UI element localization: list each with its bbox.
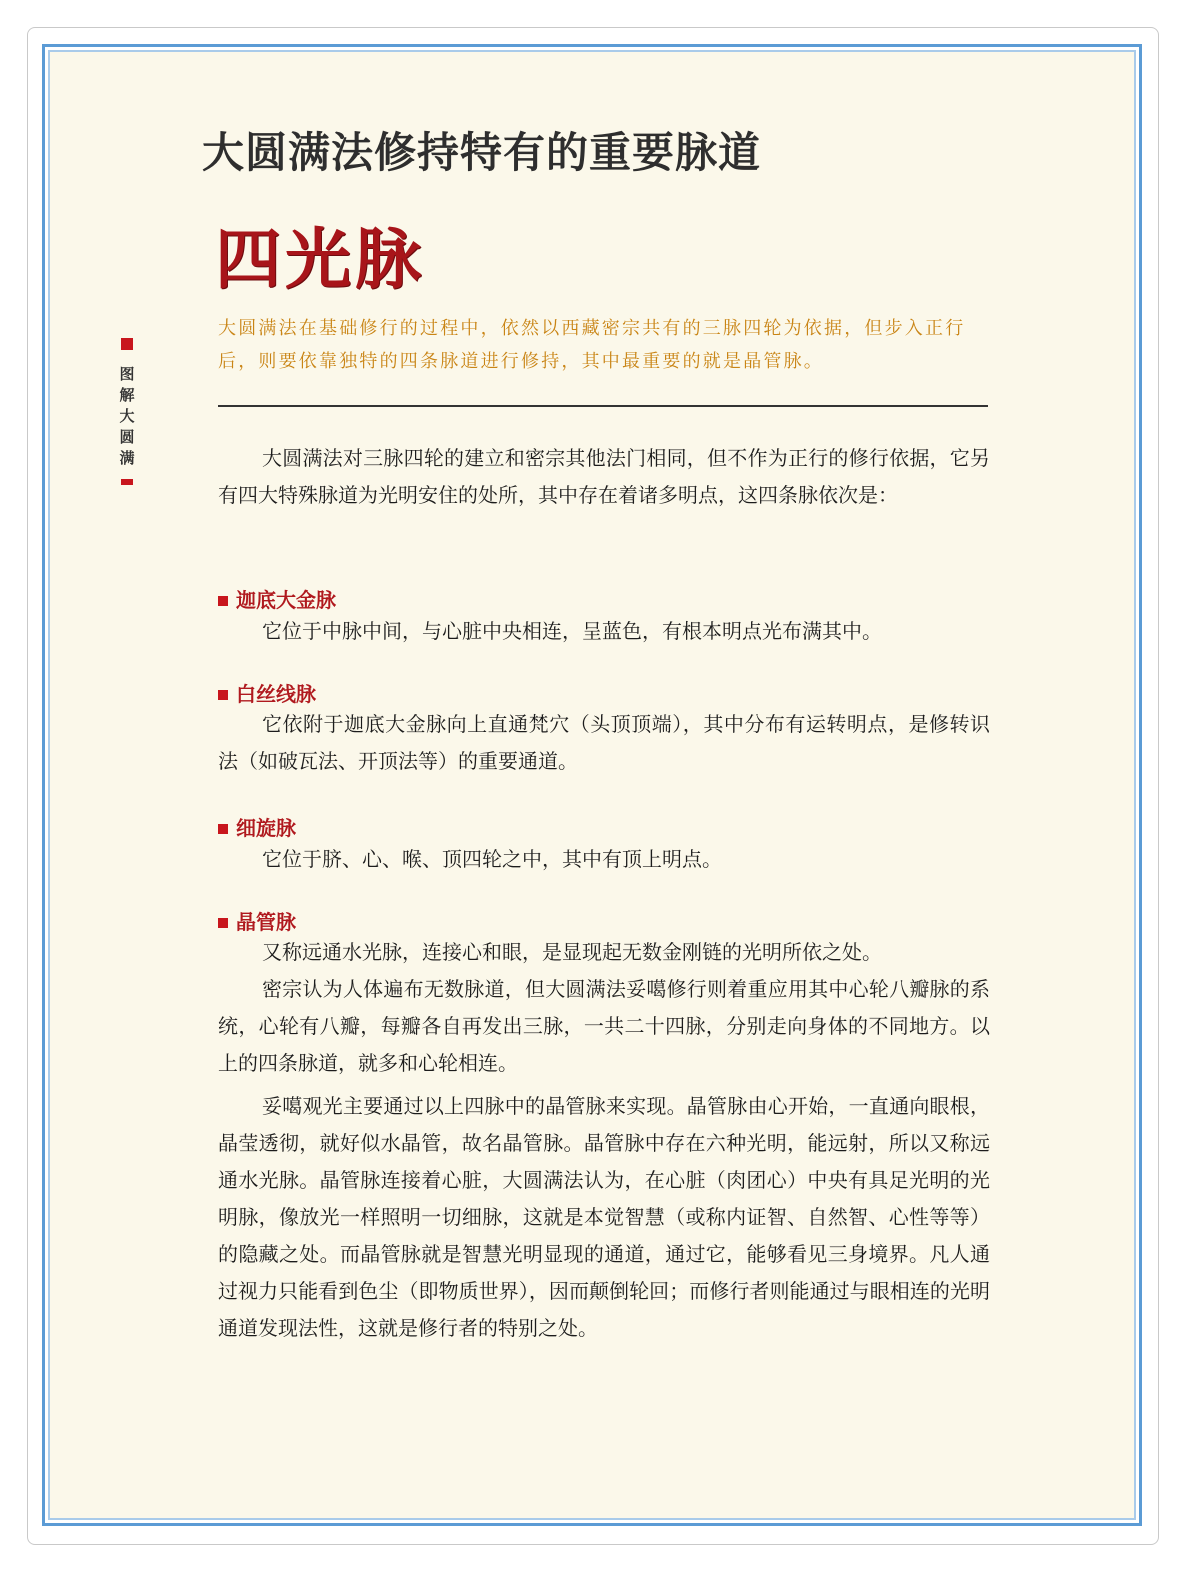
side-marker-bottom [121, 479, 133, 485]
side-marker-top [121, 338, 133, 350]
text-jiadi: 它位于中脉中间，与心脏中央相连，呈蓝色，有根本明点光布满其中。 [262, 619, 882, 643]
side-tab [116, 338, 138, 485]
heading-xixuan: 细旋脉 [218, 812, 296, 841]
paragraph-2: 密宗认为人体遍布无数脉道，但大圆满法妥噶修行则着重应用其中心轮八瓣脉的系统，心轮有八瓣，每瓣各自再发出三脉，一共二十四脉，分别走向身体的不同地方。以上的四条脉道，就多和心轮相连。 [218, 977, 990, 1075]
bullet-icon [218, 918, 228, 928]
intro-text: 大圆满法在基础修行的过程中，依然以西藏密宗共有的三脉四轮为依据，但步入正行后，则要依靠独特的四条脉道进行修持，其中最重要的就是晶管脉。 [218, 318, 966, 372]
bullet-icon [218, 596, 228, 606]
page-subtitle: 四光脉 [215, 220, 425, 298]
bullet-icon [218, 690, 228, 700]
heading-jingguan: 晶管脉 [218, 906, 296, 935]
text-xixuan: 它位于脐、心、喉、顶四轮之中，其中有顶上明点。 [262, 847, 722, 871]
page-title: 大圆满法修持特有的重要脉道 [202, 128, 762, 177]
divider-line [218, 405, 988, 407]
paragraph-1: 大圆满法对三脉四轮的建立和密宗其他法门相同，但不作为正行的修行依据，它另有四大特殊脉道为光明安住的处所，其中存在着诸多明点，这四条脉依次是： [218, 446, 990, 507]
side-label: 图解大圆满 [119, 365, 135, 467]
paragraph-3: 妥噶观光主要通过以上四脉中的晶管脉来实现。晶管脉由心开始，一直通向眼根，晶莹透彻，就好似水晶管，故名晶管脉。晶管脉中存在六种光明，能远射，所以又称远通水光脉。晶管脉连接着心脏，大圆满法认为，在心脏（肉团心）中央有具足光明的光明脉，像放光一样照明一切细脉，这就是本觉智慧（或称内证智、自然智、心性等等）的隐藏之处。而晶管脉就是智慧光明显现的通道，通过它，能够看见三身境界。凡人通过视力只能看到色尘（即物质世界），因而颠倒轮回；而修行者则能通过与眼相连的光明通道发现法性，这就是修行者的特别之处。 [218, 1094, 990, 1340]
bullet-icon [218, 824, 228, 834]
text-jingguan: 又称远通水光脉，连接心和眼，是显现起无数金刚链的光明所依之处。 [262, 940, 882, 964]
heading-jiadi: 迦底大金脉 [218, 584, 336, 613]
heading-baisi: 白丝线脉 [218, 678, 316, 707]
text-baisi: 它依附于迦底大金脉向上直通梵穴（头顶顶端），其中分布有运转明点，是修转识法（如破瓦法、开顶法等）的重要通道。 [218, 712, 990, 773]
